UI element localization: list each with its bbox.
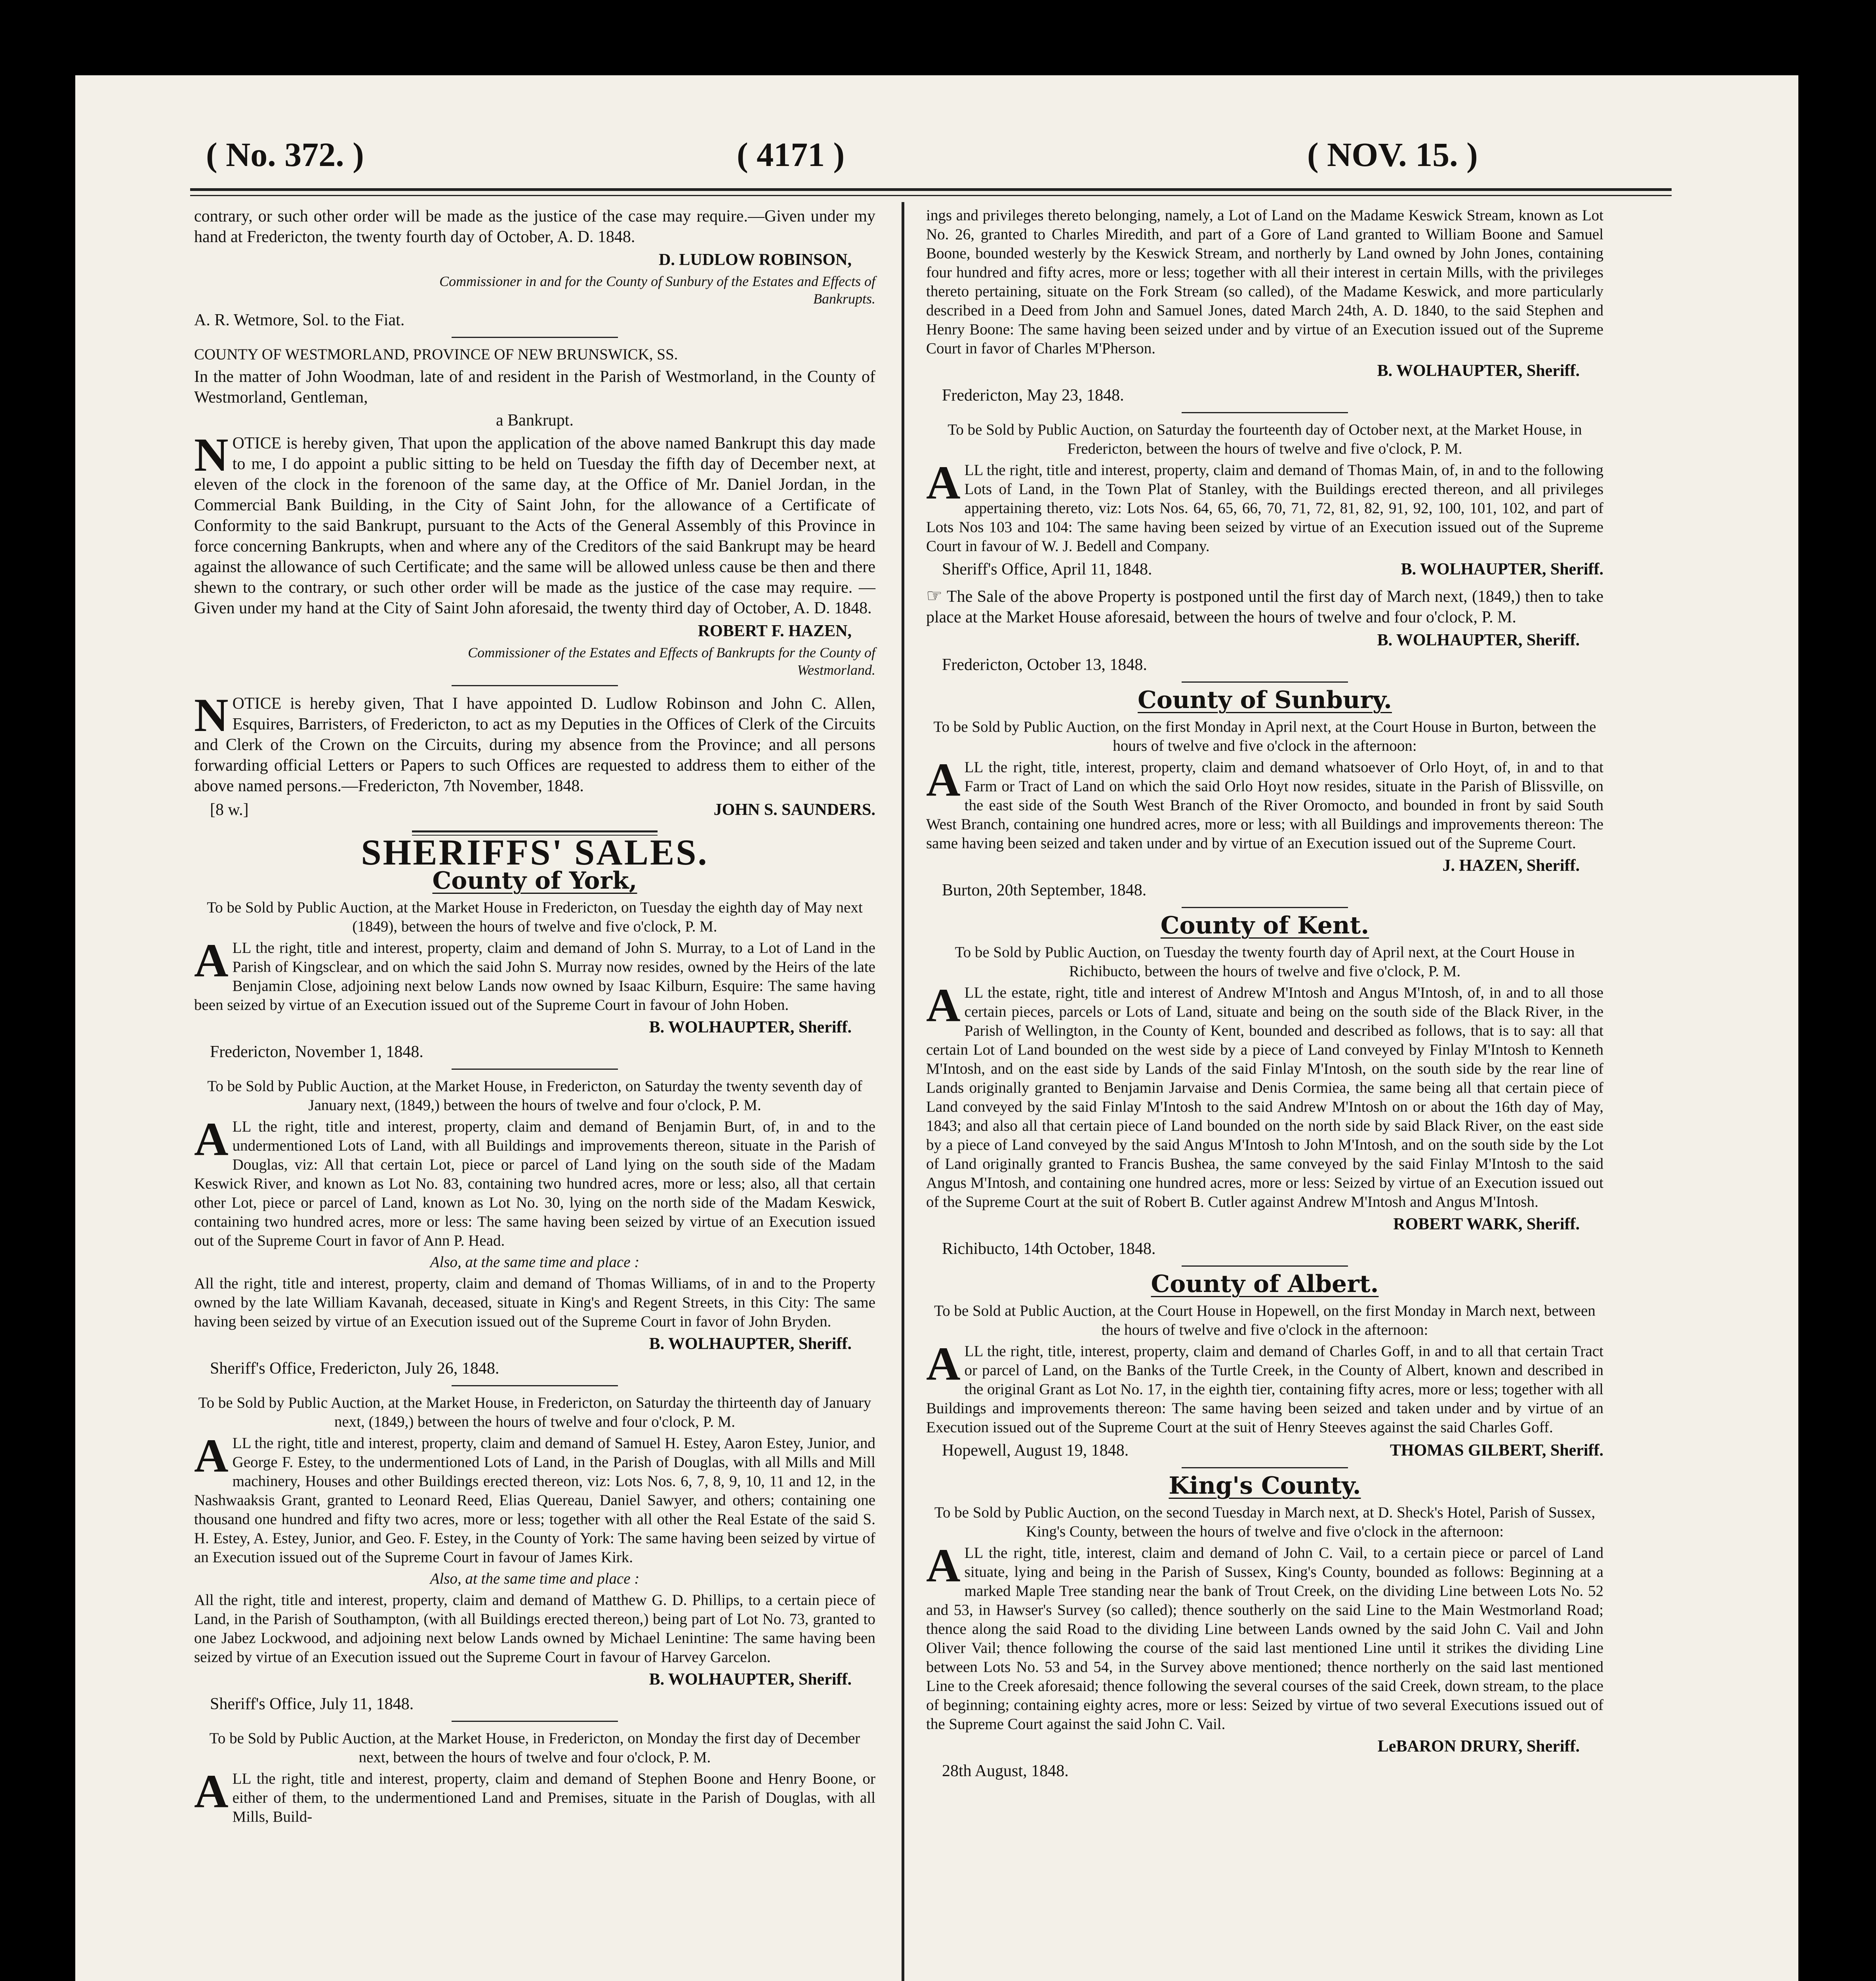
postponement-text: The Sale of the above Property is postponed until the first day of March next, (1849,) then to take place at the Market House aforesaid, between the hours of twelve and four o'clock, P. M. xyxy=(926,588,1603,626)
separator xyxy=(452,337,618,338)
sale-body xyxy=(926,1337,1603,1437)
notice-signer-title: Commissioner in and for the County of Sunbury of the Estates and Effects of Bankrupts. xyxy=(439,273,875,307)
sale-intro: To be Sold by Public Auction, at the Market House, in Fredericton, on Saturday the thirteenth day of January next, (1849,) between the hours of twelve and four o'clock, P. M. xyxy=(198,1394,871,1430)
bankrupt-notice xyxy=(194,428,875,618)
sale-continuation: ings and privileges thereto belonging, namely, a Lot of Land on the Madame Keswick Stream, known as Lot No. 26, granted to Charles Miredith, and part of a Gore of Land granted to William Boone and Samuel Boone, bounded westerly by the Keswick Stream, and northerly by Land owned by John Jones, containing four hundred and fifty acres, more or less; together with all their interest in certain Mills, with the privileges thereto pertaining, situate on the Fork Stream (so called), of the Madame Keswick, and more particularly described in a Deed from John and Samuel Jones, dated March 24th, A. D. 1840, to the said Stephen and Henry Boone: The same having been seized under and by virtue of an Execution issued out of the Supreme Court in favor of Charles M'Pherson. xyxy=(926,207,1603,357)
sheriff-signature: B. WOLHAUPTER, Sheriff. xyxy=(1401,560,1603,578)
county-heading-albert: County of Albert. xyxy=(1151,1270,1379,1298)
sheriff-signature: B. WOLHAUPTER, Sheriff. xyxy=(649,1018,852,1036)
page-number: ( 4171 ) xyxy=(737,136,845,174)
sheriff-signature: B. WOLHAUPTER, Sheriff. xyxy=(1377,631,1580,649)
sale-body xyxy=(926,1539,1603,1734)
sheriff-signature: B. WOLHAUPTER, Sheriff. xyxy=(649,1335,852,1353)
deputies-notice xyxy=(194,689,875,796)
sale-body: All the right, title and interest, property, claim and demand of Matthew G. D. Phillips, to a certain piece of Land, in the Parish of Southampton, (with all Buildings erected thereon,) being part of Lot No. 73, granted to one Jabez Lockwood, and adjoining next below Lands owned by Michael Lenintine: The same having been seized by virtue of an Execution issued out the Supreme Court in favour of Harvey Garcelon. xyxy=(194,1592,875,1666)
separator xyxy=(452,1069,618,1070)
sale-text: LL the right, title and interest, property, claim and demand of Benjamin Burt, of, in and to the undermentioned Lots of Land, with all Buildings and improvements thereon, situate in the Parish of Douglas, viz: All that certain Lot, piece or parcel of Land lying on the south side of the Madam Keswick River, and known as Lot No. 83, containing two hundred acres, more or less; also, all that certain other Lot, piece or parcel of Land, known as Lot No. 30, lying on the north side of the Madam Keswick, containing two hundred acres, more or less: The same having been seized by virtue of an Execution issued out of the Supreme Court in favor of Ann P. Head. xyxy=(194,1118,875,1249)
sale-body xyxy=(926,979,1603,1212)
sale-intro: To be Sold by Public Auction, at the Market House in Fredericton, on Tuesday the eighth day of May next (1849), between the hours of twelve and five o'clock, P. M. xyxy=(207,899,863,935)
drop-cap: A xyxy=(194,1113,229,1165)
county-heading-kings: King's County. xyxy=(1169,1472,1361,1500)
sale-text: LL the right, title and interest, property, claim and demand of Thomas Main, of, in and to the following Lots of Land, in the Town Plat of Stanley, with the Buildings erected thereon, and all privileges appertaining thereto, viz: Lots Nos. 64, 65, 66, 70, 71, 72, 81, 82, 91, 92, 100, 101, 102, and part of Lots Nos 103 and 104: The same having been seized by virtue of an Execution issued out of the Supreme Court in favour of W. J. Bedell and Company. xyxy=(926,462,1603,555)
drop-cap: A xyxy=(926,979,961,1031)
notice-body: OTICE is hereby given, That I have appointed D. Ludlow Robinson and John C. Allen, Esquires, Barristers, of Fredericton, to act as my Deputies in the Offices of Clerk of the Circuits and Clerk of the Crown on the Circuits, during my absence from the Province; and all persons forwarding official Letters or Papers to such Offices are requested to address them to either of the above named persons.—Fredericton, 7th November, 1848. xyxy=(194,695,875,795)
right-column xyxy=(926,206,1603,1784)
signature-line xyxy=(942,1440,1603,1461)
sale-body xyxy=(194,1429,875,1567)
sale-text: LL the estate, right, title and interest of Andrew M'Intosh and Angus M'Intosh, of, in and to all those certain pieces, parcels or Lots of Land, situate and being on the south side of the Black River, in the Parish of Wellington, in the County of Kent, bounded and described as follows, that is to say: all that certain Lot of Land bounded on the west side by a piece of Land conveyed by Finlay M'Intosh to Kenneth M'Intosh, and on the east side by Lands of the said Finlay M'Intosh, on the south side by the rear line of Lands originally granted to Benjamin Jarvaise and Denis Cormiea, the same being all that certain piece of Land conveyed by the said Finlay M'Intosh to the said Andrew M'Intosh on or about the 16th day of May, 1843; and also all that certain piece of Land bounded on the north side by said Black River, on the east side by a piece of Land conveyed by the said Angus M'Intosh to John M'Intosh, and on the south side by the Lot of Land originally granted to Francis Bushea, the same conveyed by the said Finlay M'Intosh to the said Angus M'Intosh, and containing one hundred acres, more or less: Seized by virtue of an Execution issued out of the Supreme Court at the suit of Robert B. Cutler against Andrew M'Intosh and Angus M'Intosh. xyxy=(926,984,1603,1210)
county-heading-york: County of York, xyxy=(432,867,637,895)
notice-signer: D. LUDLOW ROBINSON, xyxy=(659,251,852,269)
sale-text: LL the right, title, interest, claim and demand of John C. Vail, to a certain piece or parcel of Land situate, lying and being in the Parish of Sussex, King's County, bounded as follows: Beginning at a marked Maple Tree standing near the bank of Trout Creek, on the dividing Line between Lots No. 52 and 53, in Hawser's Survey (so called); thence southerly on the said Line to the Main Westmorland Road; thence along the said Road to the dividing Line between Lands owned by the said John C. Vail and John Oliver Vail; thence following the course of the said last mentioned Line until it strikes the dividing Line between Lots No. 53 and 54, in the Survey above mentioned; thence northerly on the said last mentioned Line to the Creek aforesaid; thence following the several courses of the said Creek, down stream, to the place of beginning; containing eighty acres, more or less: Seized by virtue of two several Executions issued out of the Supreme Court against the said John C. Vail. xyxy=(926,1544,1603,1733)
sale-date: Sheriff's Office, July 11, 1848. xyxy=(210,1695,414,1713)
county-province-line: COUNTY OF WESTMORLAND, PROVINCE OF NEW BRUNSWICK, SS. xyxy=(194,346,678,363)
sheriff-signature: THOMAS GILBERT, Sheriff. xyxy=(1390,1441,1603,1460)
drop-cap: N xyxy=(194,689,229,741)
county-heading-kent: County of Kent. xyxy=(1160,912,1369,939)
section-title: SHERIFFS' SALES. xyxy=(361,832,709,872)
separator xyxy=(452,685,618,686)
sale-body xyxy=(194,1765,875,1826)
drop-cap: N xyxy=(194,428,229,481)
sale-date: Fredericton, November 1, 1848. xyxy=(210,1043,423,1061)
signature-line xyxy=(210,800,875,820)
notice-continuation: contrary, or such other order will be made as the justice of the case may require.—Given under my hand at Fredericton, the twenty fourth day of October, A. D. 1848. xyxy=(194,207,875,246)
sale-body xyxy=(926,456,1603,556)
sale-text: LL the right, title, interest, property, claim and demand whatsoever of Orlo Hoyt, of, in and to that Farm or Tract of Land on which the said Orlo Hoyt now resides, situate in the Parish of Blissville, on the east side of the South West Branch of the River Oromocto, and bounded in front by said South West Branch, containing one hundred acres, more or less; with all Buildings and improvements thereon: The same having been seized and taken under and by virtue of an Execution issued out of the Supreme Court. xyxy=(926,759,1603,852)
sheriff-signature: B. WOLHAUPTER, Sheriff. xyxy=(649,1670,852,1689)
sale-date: Burton, 20th September, 1848. xyxy=(942,881,1147,899)
sale-body xyxy=(926,753,1603,853)
sale-date: 28th August, 1848. xyxy=(942,1762,1069,1780)
also-line: Also, at the same time and place : xyxy=(430,1570,640,1587)
drop-cap: A xyxy=(926,753,961,806)
insertion-mark: [8 w.] xyxy=(210,801,249,819)
drop-cap: A xyxy=(194,1765,229,1817)
separator xyxy=(1182,1467,1348,1468)
sale-body: All the right, title and interest, property, claim and demand of Thomas Williams, of in and to the Property owned by the late William Kavanah, deceased, situate in King's and Regent Streets, in this City: The same having been seized by virtue of an Execution issued out of the Supreme Court in favor of John Bryden. xyxy=(194,1275,875,1330)
sale-body xyxy=(194,934,875,1015)
sheriff-signature: ROBERT WARK, Sheriff. xyxy=(1393,1215,1580,1233)
left-column xyxy=(194,206,875,1829)
sale-text: LL the right, title, interest, property, claim and demand of Charles Goff, in and to all that certain Tract or parcel of Land, on the Banks of the Turtle Creek, in the County of Albert, known and described in the original Grant as Lot No. 17, in the eighth tier, containing fifty acres, more or less; together with all Buildings and improvements thereon: The same having been seized and taken under and by virtue of an Execution issued out of the Supreme Court at the suit of Henry Steeves against the said Charles Goff. xyxy=(926,1343,1603,1436)
county-heading-sunbury: County of Sunbury. xyxy=(1138,686,1392,714)
sale-text: LL the right, title and interest, property, claim and demand of John S. Murray, to a Lot of Land in the Parish of Kingsclear, and on which the said John S. Murray now resides, owned by the Heirs of the late Benjamin Close, adjoining next below Lands now owned by Isaac Kilburn, Esquire: The same having been seized by virtue of an Execution issued out of the Supreme Court in favour of John Hoben. xyxy=(194,939,875,1013)
sale-intro: To be Sold by Public Auction, on the first Monday in April next, at the Court House in Burton, between the hours of twelve and five o'clock in the afternoon: xyxy=(933,718,1596,754)
matter-line: In the matter of John Woodman, late of and resident in the Parish of Westmorland, in the County of Westmorland, Gentleman, xyxy=(194,368,875,407)
drop-cap: A xyxy=(926,1337,961,1390)
sheriff-signature: LeBARON DRURY, Sheriff. xyxy=(1377,1737,1580,1756)
separator xyxy=(452,1721,618,1722)
notice-signer-title: Commissioner of the Estates and Effects of Bankrupts for the County of Westmorland. xyxy=(468,645,875,678)
sheriff-signature: B. WOLHAUPTER, Sheriff. xyxy=(1377,362,1580,380)
sale-intro: To be Sold by Public Auction, on the second Tuesday in March next, at D. Sheck's Hotel, Parish of Sussex, King's County, between the hours of twelve and five o'clock in the afternoon: xyxy=(934,1504,1596,1540)
sale-intro: To be Sold by Public Auction, at the Market House, in Fredericton, on Saturday the twenty seventh day of January next, (1849,) between the hours of twelve and four o'clock, P. M. xyxy=(207,1078,862,1114)
sale-text: LL the right, title and interest, property, claim and demand of Samuel H. Estey, Aaron Estey, Junior, and George F. Estey, to the undermentioned Lots of Land, in the Parish of Douglas, with all Mills and Mill machinery, Houses and other Buildings erected thereon, viz: Lots Nos. 6, 7, 8, 9, 10, 11 and 12, in the Nashwaaksis Grant, granted to Leonard Reed, Elias Quereau, Daniel Sawyer, and others; containing one thousand one hundred and fifty two acres, more or less; together with all other the Real Estate of the said S. H. Estey, A. Estey, Junior, and Geo. F. Estey, in the County of York: The same having been seized by virtue of an Execution issued out of the Supreme Court in favour of James Kirk. xyxy=(194,1435,875,1566)
issue-date: ( NOV. 15. ) xyxy=(1307,136,1478,174)
sale-intro: To be Sold by Public Auction, on Tuesday the twenty fourth day of April next, at the Court House in Richibucto, between the hours of twelve and five o'clock, P. M. xyxy=(955,944,1575,980)
notice-body: OTICE is hereby given, That upon the application of the above named Bankrupt this day made to me, I do appoint a public sitting to be held on Tuesday the fifth day of December next, at eleven of the clock in the forenoon of the same day, at the Office of Mr. Daniel Jordan, in the Commercial Bank Building, in the City of Saint John, for the allowance of a Certificate of Conformity to the said Bankrupt, pursuant to the Acts of the General Assembly of this Province in force concerning Bankrupts, when and where any of the Creditors of the said Bankrupt may be heard against the allowance of such Certificate; and the same will be allowed unless cause be then and there shewn to the contrary, or such other order will be made as the justice of the case may require. —Given under my hand at the City of Saint John aforesaid, the twenty third day of October, A. D. 1848. xyxy=(194,434,875,617)
separator xyxy=(452,1385,618,1386)
sale-intro: To be Sold at Public Auction, at the Court House in Hopewell, on the first Monday in March next, between the hours of twelve and five o'clock in the afternoon: xyxy=(934,1302,1596,1338)
postponement-notice xyxy=(926,585,1603,628)
sale-date: Fredericton, October 13, 1848. xyxy=(942,656,1147,674)
sale-body xyxy=(194,1113,875,1250)
sale-date: Fredericton, May 23, 1848. xyxy=(942,386,1124,405)
separator xyxy=(1182,681,1348,683)
bankrupt-line: a Bankrupt. xyxy=(496,411,574,429)
sale-intro: To be Sold by Public Auction, at the Market House, in Fredericton, on Monday the first day of December next, between the hours of twelve and four o'clock, P. M. xyxy=(209,1730,860,1766)
drop-cap: A xyxy=(194,934,229,987)
drop-cap: A xyxy=(926,1539,961,1592)
signature-line xyxy=(942,559,1603,580)
header-rule xyxy=(190,188,1672,196)
separator xyxy=(1182,1265,1348,1267)
separator xyxy=(1182,907,1348,908)
sale-text: LL the right, title and interest, property, claim and demand of Stephen Boone and Henry Boone, or either of them, to the undermentioned Land and Premises, situate in the Parish of Douglas, with all Mills, Build- xyxy=(232,1770,875,1825)
column-divider xyxy=(902,202,904,1981)
issue-number: ( No. 372. ) xyxy=(206,136,364,174)
sale-date: Hopewell, August 19, 1848. xyxy=(942,1441,1129,1460)
sale-date: Sheriff's Office, April 11, 1848. xyxy=(942,560,1152,578)
drop-cap: A xyxy=(926,456,961,509)
gazette-page xyxy=(75,75,1798,1981)
separator xyxy=(1182,412,1348,413)
sale-date: Sheriff's Office, Fredericton, July 26, 1848. xyxy=(210,1359,500,1378)
also-line: Also, at the same time and place : xyxy=(430,1254,640,1271)
pointing-hand-icon: ☞ xyxy=(926,585,943,606)
notice-signer: ROBERT F. HAZEN, xyxy=(698,622,852,640)
sheriff-signature: J. HAZEN, Sheriff. xyxy=(1442,857,1580,875)
drop-cap: A xyxy=(194,1429,229,1482)
sale-intro: To be Sold by Public Auction, on Saturday the fourteenth day of October next, at the Market House, in Fredericton, between the hours of twelve and five o'clock, P. M. xyxy=(948,421,1582,457)
notice-signer: JOHN S. SAUNDERS. xyxy=(713,801,875,819)
page-header xyxy=(75,135,1798,182)
sale-date: Richibucto, 14th October, 1848. xyxy=(942,1240,1156,1258)
solicitor-line: A. R. Wetmore, Sol. to the Fiat. xyxy=(194,311,405,329)
